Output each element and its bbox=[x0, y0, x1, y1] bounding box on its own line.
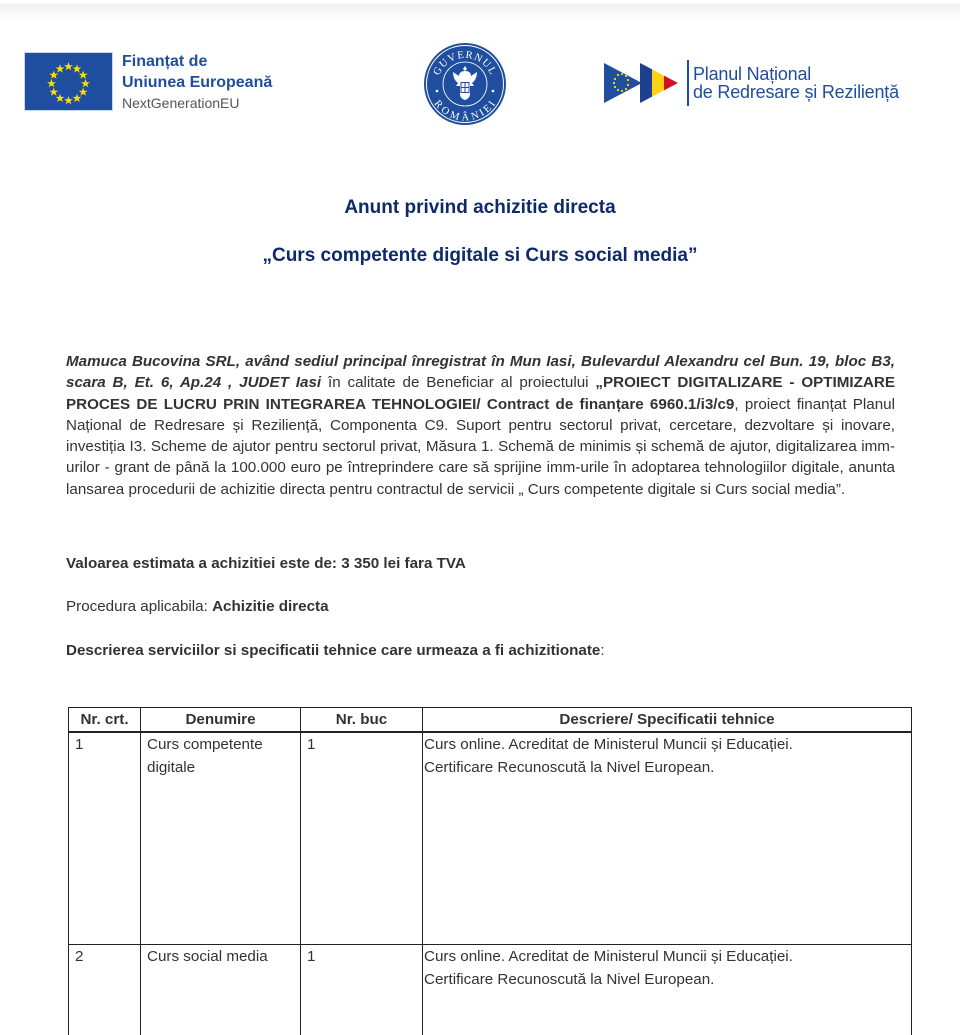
guvernul-romaniei-seal-icon bbox=[423, 42, 507, 126]
table-row bbox=[69, 944, 912, 1035]
procedure-line bbox=[66, 598, 329, 615]
eu-text-line1: Finanțat de bbox=[122, 53, 208, 70]
cell-nr: 1 bbox=[69, 732, 141, 944]
document-subtitle: „Curs competente digitale si Curs social media” bbox=[262, 245, 698, 266]
pnrr-text bbox=[693, 65, 899, 101]
intro-text-2: , proiect finanțat Planul Național de Redresare și Reziliență, Componenta C9. Suport pentru sectorul privat, cercetare, dezvoltare și inovare, investiția I3. Scheme de ajutor pentru sectorul privat, Măsura 1. Schemă de minimis și schemă de ajutor, digitalizarea imm-urilor - grant de până la 100.000 euro pe întreprindere care să sprijine imm-urile în adoptarea tehnologiilor digitale, anunta lansarea procedurii de achizitie directa pentru contractul de servicii „ Curs competente digitale si Curs social media”. bbox=[66, 395, 895, 498]
cell-qty: 1 bbox=[301, 944, 423, 1035]
procedure-label: Procedura aplicabila: bbox=[66, 598, 213, 615]
description-line2: Certificare Recunoscută la Nivel European. bbox=[424, 970, 715, 988]
description-heading bbox=[66, 642, 605, 659]
cell-name: Curs social media bbox=[141, 944, 301, 1035]
cell-nr: 2 bbox=[69, 944, 141, 1035]
pnrr-arrows-icon bbox=[604, 61, 684, 105]
pnrr-logo bbox=[604, 60, 899, 106]
pnrr-text-line1: Planul Național bbox=[693, 64, 812, 84]
col-header-descriere: Descriere/ Specificatii tehnice bbox=[423, 708, 912, 733]
project-title: „PROIECT DIGITALIZARE - OPTIMIZARE PROCES DE LUCRU PRIN INTEGRAREA TEHNOLOGIEI/ Contract de finanțare 6960.1/i3/c9 bbox=[66, 374, 895, 413]
intro-paragraph bbox=[66, 351, 895, 500]
col-header-nr-buc: Nr. buc bbox=[301, 708, 423, 733]
table-header-row bbox=[69, 708, 912, 733]
description-line1: Curs online. Acreditat de Ministerul Muncii și Educației. bbox=[424, 736, 793, 753]
services-spec-table bbox=[68, 707, 912, 1035]
table-row bbox=[69, 732, 912, 944]
svg-text:GUVERNUL: GUVERNUL bbox=[431, 49, 499, 78]
eu-funding-logo bbox=[24, 52, 272, 113]
cell-name: Curs competente digitale bbox=[141, 732, 301, 944]
eu-flag-icon bbox=[24, 52, 113, 111]
svg-text:ROMÂNIEI: ROMÂNIEI bbox=[431, 98, 499, 124]
cell-description bbox=[423, 732, 912, 944]
cell-description bbox=[423, 944, 912, 1035]
pnrr-separator bbox=[687, 60, 689, 106]
eu-text-line3: NextGenerationEU bbox=[122, 95, 240, 111]
cell-qty: 1 bbox=[301, 732, 423, 944]
eu-text-line2: Uniunea Europeană bbox=[122, 74, 273, 91]
pnrr-text-line2: de Redresare și Reziliență bbox=[693, 82, 899, 102]
document-title: Anunt privind achizitie directa bbox=[344, 197, 616, 218]
intro-text-1: în calitate de Beneficiar al proiectului bbox=[321, 374, 596, 392]
description-heading-colon: : bbox=[600, 642, 605, 659]
eu-funding-text bbox=[122, 51, 272, 113]
viewer-top-shadow bbox=[0, 0, 960, 26]
description-line2: Certificare Recunoscută la Nivel European. bbox=[424, 759, 715, 776]
estimated-value: Valoarea estimata a achizitiei este de: 3 350 lei fara TVA bbox=[66, 555, 466, 572]
description-heading-text: Descrierea serviciilor si specificatii tehnice care urmeaza a fi achizitionate bbox=[66, 642, 601, 659]
procedure-value: Achizitie directa bbox=[212, 598, 329, 615]
col-header-denumire: Denumire bbox=[141, 708, 301, 733]
col-header-nr-crt: Nr. crt. bbox=[69, 708, 141, 733]
beneficiary-company-address: Mamuca Bucovina SRL, având sediul principal înregistrat în Mun Iasi, Bulevardul Alexandru cel Bun. 19, bloc B3, scara B, Et. 6, Ap.24 , JUDET Iasi bbox=[66, 353, 895, 392]
description-line1: Curs online. Acreditat de Ministerul Muncii și Educației. bbox=[424, 947, 793, 965]
